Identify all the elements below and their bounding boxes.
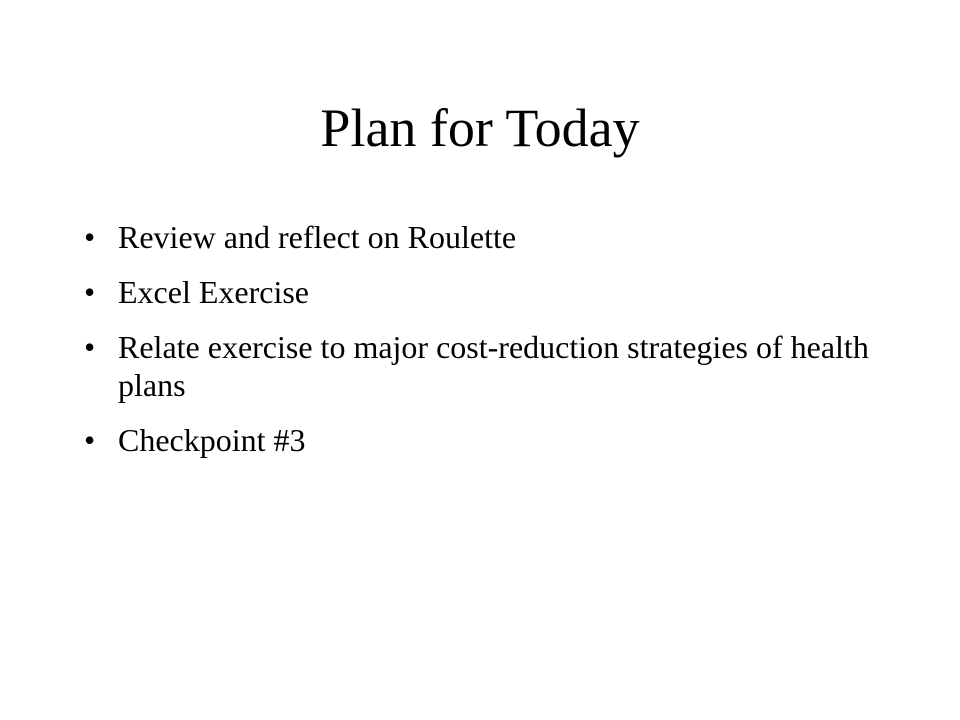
bullet-icon: •: [84, 422, 96, 458]
bullet-text: Review and reflect on Roulette: [118, 219, 517, 255]
bullet-item-checkpoint: [84, 421, 884, 459]
bullet-icon: •: [84, 219, 96, 255]
bullet-text: Excel Exercise: [118, 274, 309, 310]
bullet-icon: •: [84, 329, 96, 365]
bullet-text: Checkpoint #3: [118, 422, 306, 458]
bullet-list: [84, 218, 884, 476]
bullet-item-relate-exercise: [84, 328, 884, 404]
slide-title: Plan for Today: [320, 98, 640, 158]
bullet-item-excel-exercise: [84, 273, 884, 311]
bullet-text: Relate exercise to major cost-reduction strategies of health plans: [118, 329, 869, 403]
bullet-icon: •: [84, 274, 96, 310]
bullet-item-review-roulette: [84, 218, 884, 256]
